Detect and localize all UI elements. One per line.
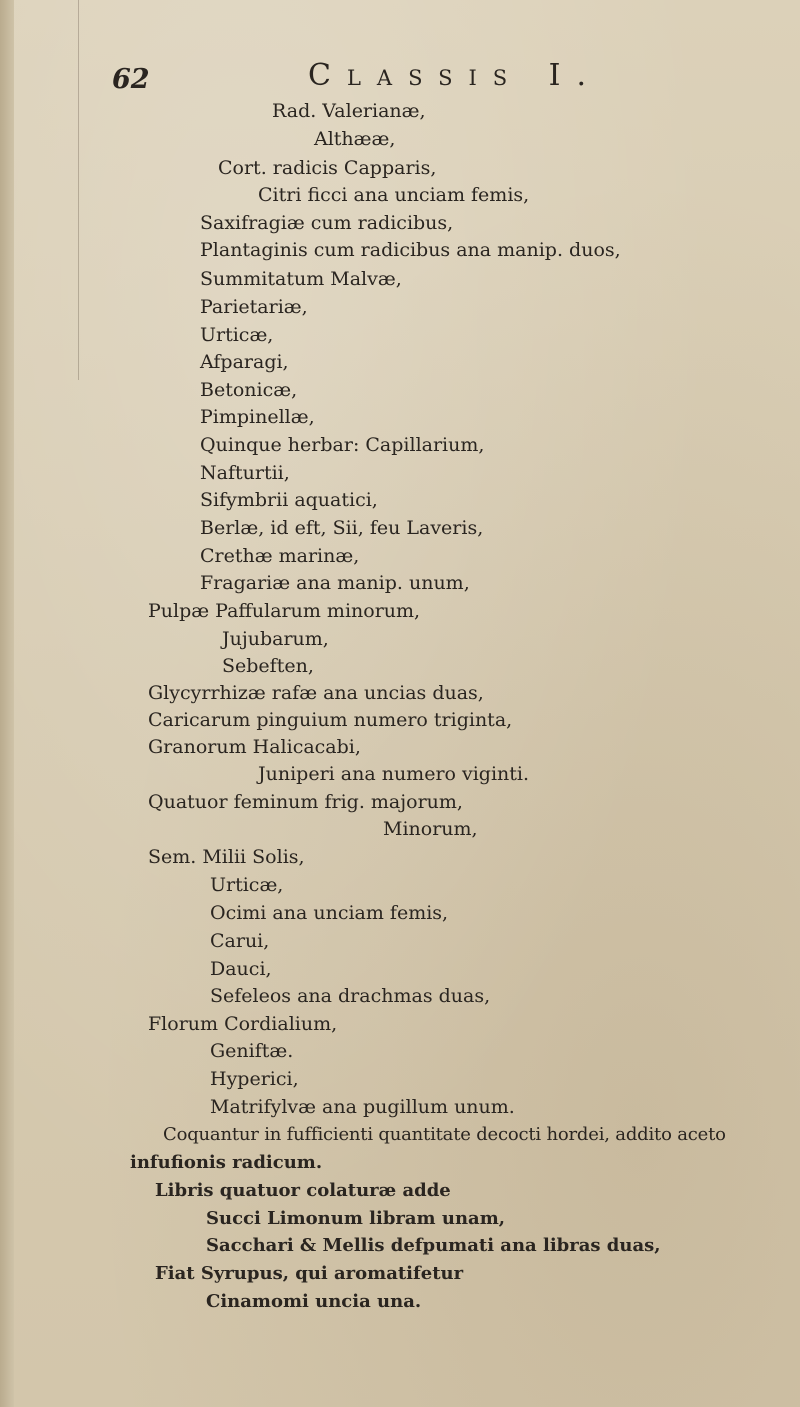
- text-line: Fiat Syrupus, qui aromatifetur: [155, 1263, 464, 1284]
- text-line: Libris quatuor colaturæ adde: [155, 1180, 451, 1201]
- text-line: Plantaginis cum radicibus ana manip. duos,: [200, 239, 621, 261]
- text-line: Urticæ,: [200, 324, 274, 346]
- text-line: Parietariæ,: [200, 296, 308, 318]
- text-line: Pulpæ Paffularum minorum,: [148, 600, 421, 622]
- gutter-rule: [78, 0, 79, 380]
- text-line: Dauci,: [210, 958, 272, 980]
- text-line: Cinamomi uncia una.: [206, 1291, 422, 1312]
- text-line: Quatuor feminum frig. majorum,: [148, 791, 463, 813]
- text-line: Coquantur in fufficienti quantitate decocti hordei, addito aceto: [163, 1124, 726, 1145]
- page-number: 62: [112, 64, 150, 95]
- text-line: Cort. radicis Capparis,: [218, 157, 437, 179]
- text-line: Betonicæ,: [200, 379, 298, 401]
- text-line: Florum Cordialium,: [148, 1013, 338, 1035]
- text-line: Saxifragiæ cum radicibus,: [200, 212, 454, 234]
- text-line: Afparagi,: [200, 351, 289, 373]
- text-line: Quinque herbar: Capillarium,: [200, 434, 485, 456]
- text-line: Jujubarum,: [222, 628, 329, 650]
- running-head: Classis I.: [308, 58, 603, 93]
- text-line: Althææ,: [314, 128, 396, 150]
- text-line: Sacchari & Mellis defpumati ana libras duas,: [206, 1235, 661, 1256]
- text-line: Minorum,: [383, 818, 478, 840]
- text-line: Sem. Milii Solis,: [148, 846, 305, 868]
- text-line: Carui,: [210, 930, 270, 952]
- text-line: Summitatum Malvæ,: [200, 268, 402, 290]
- text-line: Geniftæ.: [210, 1040, 294, 1062]
- text-line: Hyperici,: [210, 1068, 299, 1090]
- text-line: Ocimi ana unciam femis,: [210, 902, 449, 924]
- text-line: Berlæ, id eft, Sii, feu Laveris,: [200, 517, 484, 539]
- text-line: Sefeleos ana drachmas duas,: [210, 985, 491, 1007]
- text-line: Caricarum pinguium numero triginta,: [148, 709, 513, 731]
- text-line: Fragariæ ana manip. unum,: [200, 572, 470, 594]
- text-line: infufionis radicum.: [130, 1152, 323, 1173]
- text-line: Crethæ marinæ,: [200, 545, 360, 567]
- text-line: Rad. Valerianæ,: [272, 100, 426, 122]
- text-line: Succi Limonum libram unam,: [206, 1208, 506, 1229]
- text-line: Nafturtii,: [200, 462, 290, 484]
- text-line: Granorum Halicacabi,: [148, 736, 361, 758]
- text-line: Glycyrrhizæ rafæ ana uncias duas,: [148, 682, 484, 704]
- text-line: Pimpinellæ,: [200, 406, 315, 428]
- text-line: Sifymbrii aquatici,: [200, 489, 378, 511]
- text-line: Matrifylvæ ana pugillum unum.: [210, 1096, 515, 1118]
- text-line: Citri ficci ana unciam femis,: [258, 184, 530, 206]
- text-line: Juniperi ana numero viginti.: [258, 763, 530, 785]
- text-line: Sebeften,: [222, 655, 314, 677]
- text-line: Urticæ,: [210, 874, 284, 896]
- binding-gutter: [0, 0, 14, 1407]
